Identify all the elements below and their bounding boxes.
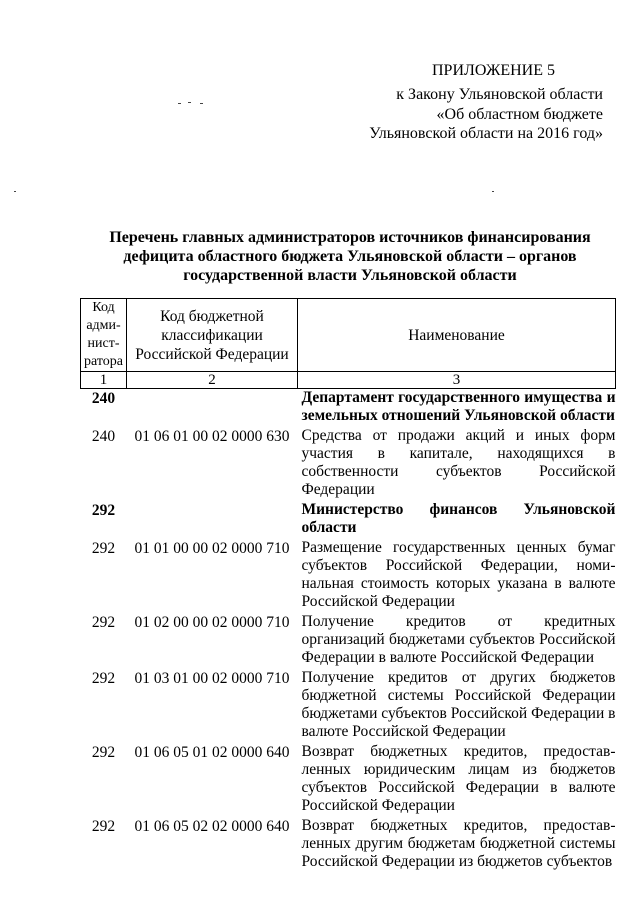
heading-line: дефицита областного бюджета Ульяновской области – органов xyxy=(123,248,577,265)
name-cell: Возврат бюджетных кредитов, предостав-ленных юридическим лицам из бюджетов субъектов Российской Федерации в валюте Российской Федерации xyxy=(301,743,616,814)
document-heading xyxy=(80,228,620,285)
header-name: Наименование xyxy=(298,299,616,372)
admin-code-cell: 240 xyxy=(91,428,116,445)
scan-speck xyxy=(492,191,494,192)
admin-code-cell: 292 xyxy=(91,818,116,835)
classification-code-cell: 01 01 00 00 02 0000 710 xyxy=(134,540,290,557)
header-budget-classification-code: Код бюджетной классификации Российской Федерации xyxy=(127,299,298,372)
scan-speck xyxy=(178,103,181,104)
table-row xyxy=(81,669,616,743)
table-row xyxy=(81,743,616,817)
admin-code-cell: 292 xyxy=(91,744,116,761)
table-group-row xyxy=(81,501,616,539)
appendix-law-name-line2: Ульяновской области на 2016 год» xyxy=(369,125,603,142)
classification-code-cell: 01 06 01 00 02 0000 630 xyxy=(134,428,290,445)
classification-code-cell xyxy=(127,501,298,539)
name-cell: Департамент государственного имущества и земельных отношений Ульяновской области xyxy=(301,389,616,424)
classification-code-cell: 01 06 05 02 02 0000 640 xyxy=(134,818,290,835)
heading-line: Перечень главных администраторов источников финансирования xyxy=(109,229,591,246)
header-admin-code: Код адми- нист- ратора xyxy=(81,299,127,372)
appendix-law-name-line1: «Об областном бюджете xyxy=(436,106,603,123)
classification-code-cell: 01 03 01 00 02 0000 710 xyxy=(134,670,290,687)
name-cell: Министерство финансов Ульяновской области xyxy=(301,501,616,536)
table-group-row xyxy=(81,389,616,428)
table-row xyxy=(81,539,616,613)
name-cell: Получение кредитов от других бюджетов бюджетной системы Российской Федерации бюджетами субъектов Российской Федерации в валюте Российской Федерации xyxy=(301,669,616,740)
scan-speck xyxy=(188,102,191,103)
table-row xyxy=(81,613,616,669)
scan-speck xyxy=(200,103,203,104)
table-row xyxy=(81,817,616,873)
scan-speck xyxy=(14,191,16,192)
name-cell: Возврат бюджетных кредитов, предостав-ленных другим бюджетам бюджетной системы Российской Федерации из бюджетов субъектов xyxy=(301,817,616,870)
admin-code-cell: 292 xyxy=(91,540,116,557)
column-number: 2 xyxy=(127,372,298,389)
admin-code-cell: 292 xyxy=(91,614,116,631)
appendix-law-reference: к Закону Ульяновской области xyxy=(396,86,603,103)
classification-code-cell: 01 06 05 01 02 0000 640 xyxy=(134,744,290,761)
classification-code-cell: 01 02 00 00 02 0000 710 xyxy=(134,614,290,631)
classification-code-cell xyxy=(127,389,298,428)
name-cell: Средства от продажи акций и иных форм участия в капитале, находящихся в собственности субъектов Российской Федерации xyxy=(301,427,616,498)
name-cell: Получение кредитов от кредитных организаций бюджетами субъектов Российской Федерации в валюте Российской Федерации xyxy=(301,613,616,666)
heading-line: государственной власти Ульяновской области xyxy=(183,267,517,284)
table-row xyxy=(81,427,616,501)
column-number: 3 xyxy=(298,372,616,389)
administrators-table xyxy=(80,298,616,873)
appendix-title: ПРИЛОЖЕНИЕ 5 xyxy=(431,62,555,79)
name-cell: Размещение государственных ценных бумаг субъектов Российской Федерации, номи-нальная стоимость которых указана в валюте Российской Федерации xyxy=(301,539,616,610)
admin-code-cell: 292 xyxy=(91,670,116,687)
admin-code-cell: 240 xyxy=(91,390,116,407)
admin-code-cell: 292 xyxy=(91,502,116,519)
column-number: 1 xyxy=(81,372,127,389)
